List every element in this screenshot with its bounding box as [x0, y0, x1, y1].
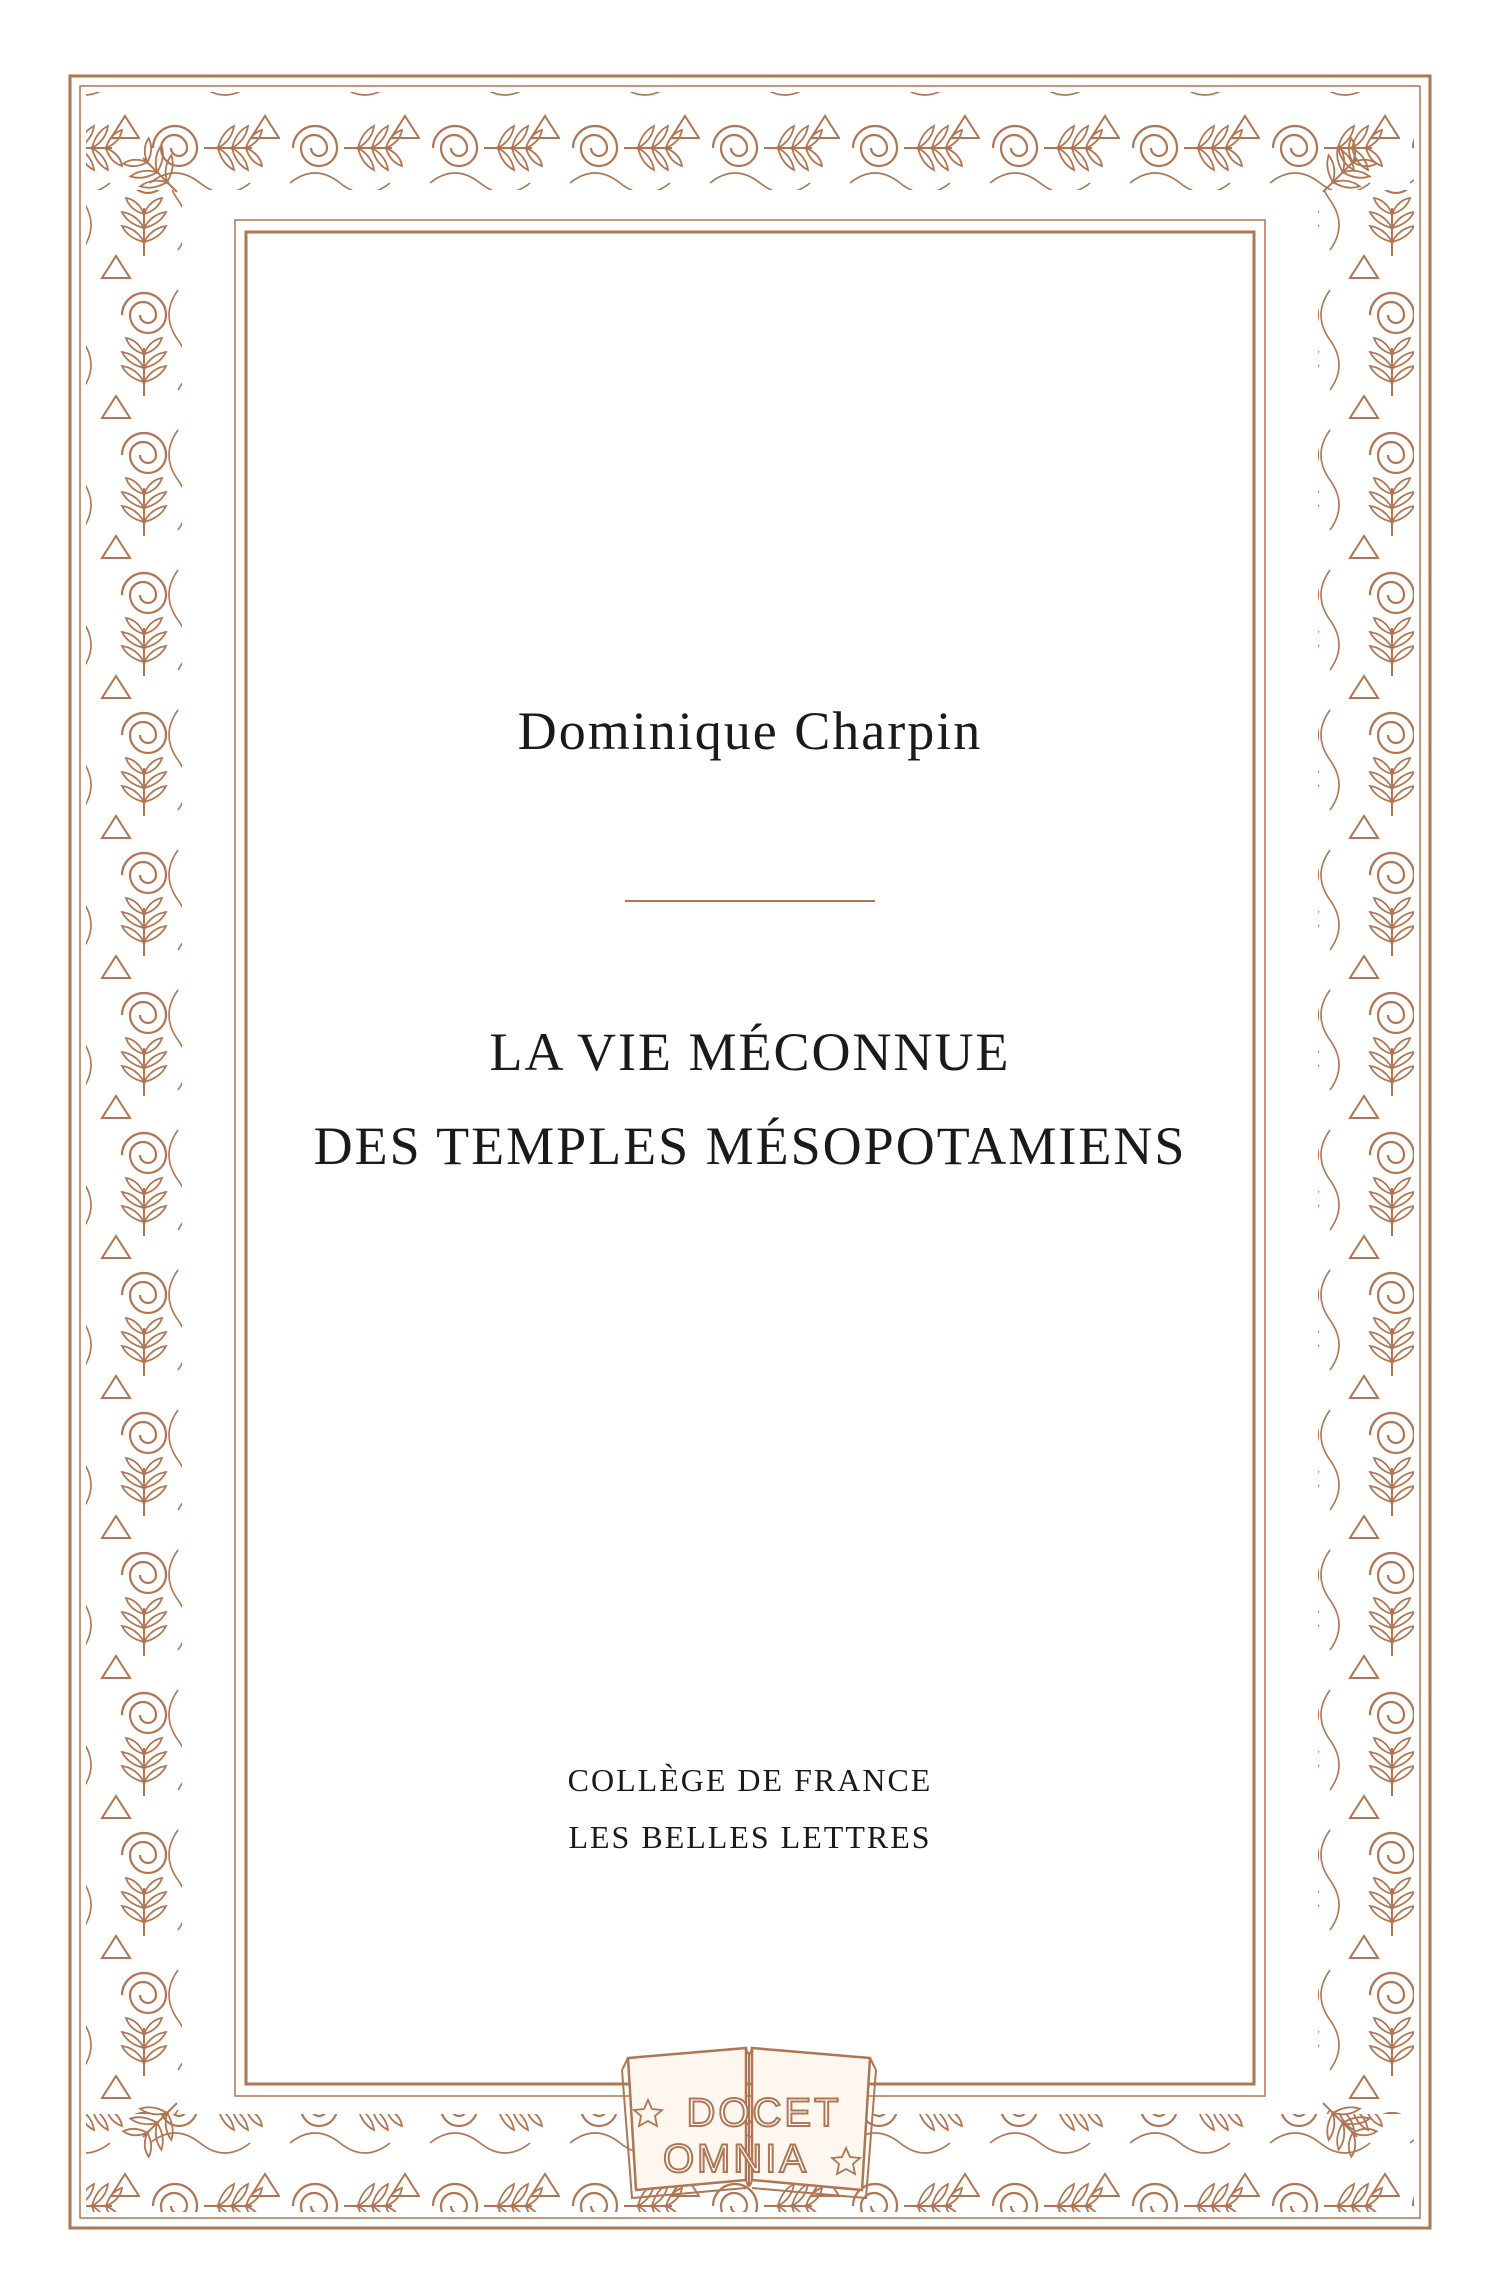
- publisher-college-de-france: COLLÈGE DE FRANCE: [567, 1762, 933, 1798]
- title-line-2: DES TEMPLES MÉSOPOTAMIENS: [313, 1116, 1187, 1176]
- publishers: [0, 1752, 1500, 1866]
- publisher-belles-lettres: LES BELLES LETTRES: [568, 1819, 932, 1855]
- title-line-1: LA VIE MÉCONNUE: [489, 1022, 1011, 1082]
- open-book-emblem: [618, 2030, 880, 2200]
- emblem-text-omnia: OMNIA: [662, 2137, 810, 2181]
- book-title: [0, 1005, 1500, 1193]
- author-name: Dominique Charpin: [517, 701, 983, 761]
- emblem-text-docet: DOCET: [686, 2091, 842, 2135]
- title-divider: [625, 900, 875, 902]
